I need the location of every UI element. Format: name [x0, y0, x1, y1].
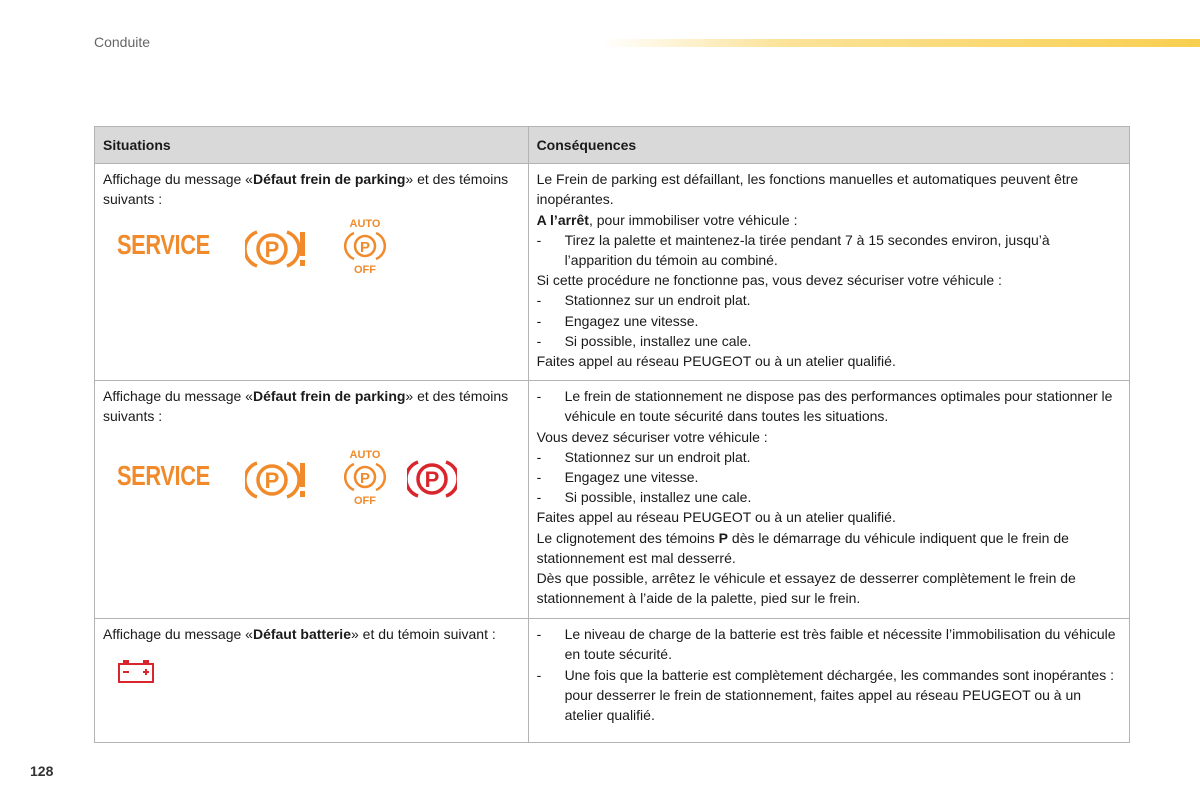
bullet-item: - Le niveau de charge de la batterie est très faible et nécessite l’immobilisation du véhicule en toute sécurité. — [536, 626, 1116, 663]
table-row — [95, 619, 1130, 743]
page-number: 128 — [30, 763, 54, 779]
situation-text: Affichage du message «Défaut frein de parking» et des témoins suivants : — [103, 388, 509, 425]
situation-cell — [95, 619, 529, 743]
situation-text: Affichage du message «Défaut frein de parking» et des témoins suivants : — [103, 171, 509, 208]
paragraph: A l’arrêt, pour immobiliser votre véhicule : — [536, 211, 798, 228]
bullet-item: - Stationnez sur un endroit plat. — [536, 448, 751, 465]
bullet-item: - Si possible, installez une cale. — [536, 332, 752, 349]
consequence-cell — [528, 164, 1129, 381]
warning-icons — [103, 644, 520, 692]
svg-text:P: P — [359, 238, 371, 256]
warning-icons — [103, 443, 520, 513]
situation-cell — [95, 164, 529, 381]
svg-text:AUTO: AUTO — [349, 217, 381, 230]
situation-cell — [95, 381, 529, 619]
paragraph: Le Frein de parking est défaillant, les fonctions manuelles et automatiques peuvent être inopérantes. — [536, 171, 1079, 208]
warning-icons — [103, 210, 520, 280]
paragraph: Le clignotement des témoins P dès le démarrage du véhicule indiquent que le frein de stationnement est mal desserré. — [536, 529, 1069, 566]
paragraph: Faites appel au réseau PEUGEOT ou à un atelier qualifié. — [536, 509, 896, 526]
parking-brake-red-icon — [407, 459, 457, 499]
auto-parking-off-icon — [341, 447, 389, 505]
paragraph: Vous devez sécuriser votre véhicule : — [536, 428, 768, 445]
svg-text:OFF: OFF — [354, 263, 376, 274]
bullet-item: - Tirez la palette et maintenez-la tirée pendant 7 à 15 secondes environ, jusqu’à l’apparition du témoin au combiné. — [536, 231, 1050, 269]
table-row — [95, 381, 1130, 619]
service-warning-icon: SERVICE — [117, 459, 210, 491]
bullet-item: - Si possible, installez une cale. — [536, 489, 752, 506]
parking-brake-fault-icon — [245, 459, 309, 501]
paragraph: Dès que possible, arrêtez le véhicule et essayez de desserrer complètement le frein de stationnement à l’aide de la palette, pied sur le frein. — [536, 570, 1076, 607]
bullet-item: - Engagez une vitesse. — [536, 312, 699, 329]
auto-parking-off-icon — [341, 216, 389, 274]
bullet-item: - Une fois que la batterie est complètement déchargée, les commandes sont inopérantes : pour desserrer le frein de stationnement, faites appel au réseau PEUGEOT ou à un atelier qualifié. — [536, 666, 1114, 724]
paragraph: Faites appel au réseau PEUGEOT ou à un atelier qualifié. — [536, 353, 896, 370]
column-header-situations: Situations — [95, 127, 529, 164]
svg-text:OFF: OFF — [354, 494, 376, 505]
section-title: Conduite — [94, 34, 151, 50]
column-header-consequences: Conséquences — [528, 127, 1129, 164]
parking-brake-fault-icon — [245, 228, 309, 270]
header-accent-bar — [600, 39, 1200, 47]
svg-text:P: P — [359, 469, 371, 487]
paragraph: Si cette procédure ne fonctionne pas, vous devez sécuriser votre véhicule : — [536, 272, 1002, 289]
battery-warning-icon — [117, 658, 155, 684]
svg-text:P: P — [264, 236, 280, 262]
svg-text:P: P — [264, 467, 280, 493]
consequence-cell — [528, 381, 1129, 619]
bullet-item: - Engagez une vitesse. — [536, 469, 699, 486]
bullet-item: - Stationnez sur un endroit plat. — [536, 292, 751, 309]
svg-text:P: P — [424, 466, 440, 492]
consequence-cell — [528, 619, 1129, 743]
table-row — [95, 164, 1130, 381]
situation-text: Affichage du message «Défaut batterie» et du témoin suivant : — [103, 626, 496, 643]
bullet-item: - Le frein de stationnement ne dispose pas des performances optimales pour stationner le véhicule en toute sécurité dans toutes les situations. — [536, 388, 1113, 425]
service-warning-icon: SERVICE — [117, 228, 210, 260]
table-header-row — [95, 127, 1130, 164]
svg-text:AUTO: AUTO — [349, 448, 381, 461]
warnings-table — [94, 126, 1130, 743]
